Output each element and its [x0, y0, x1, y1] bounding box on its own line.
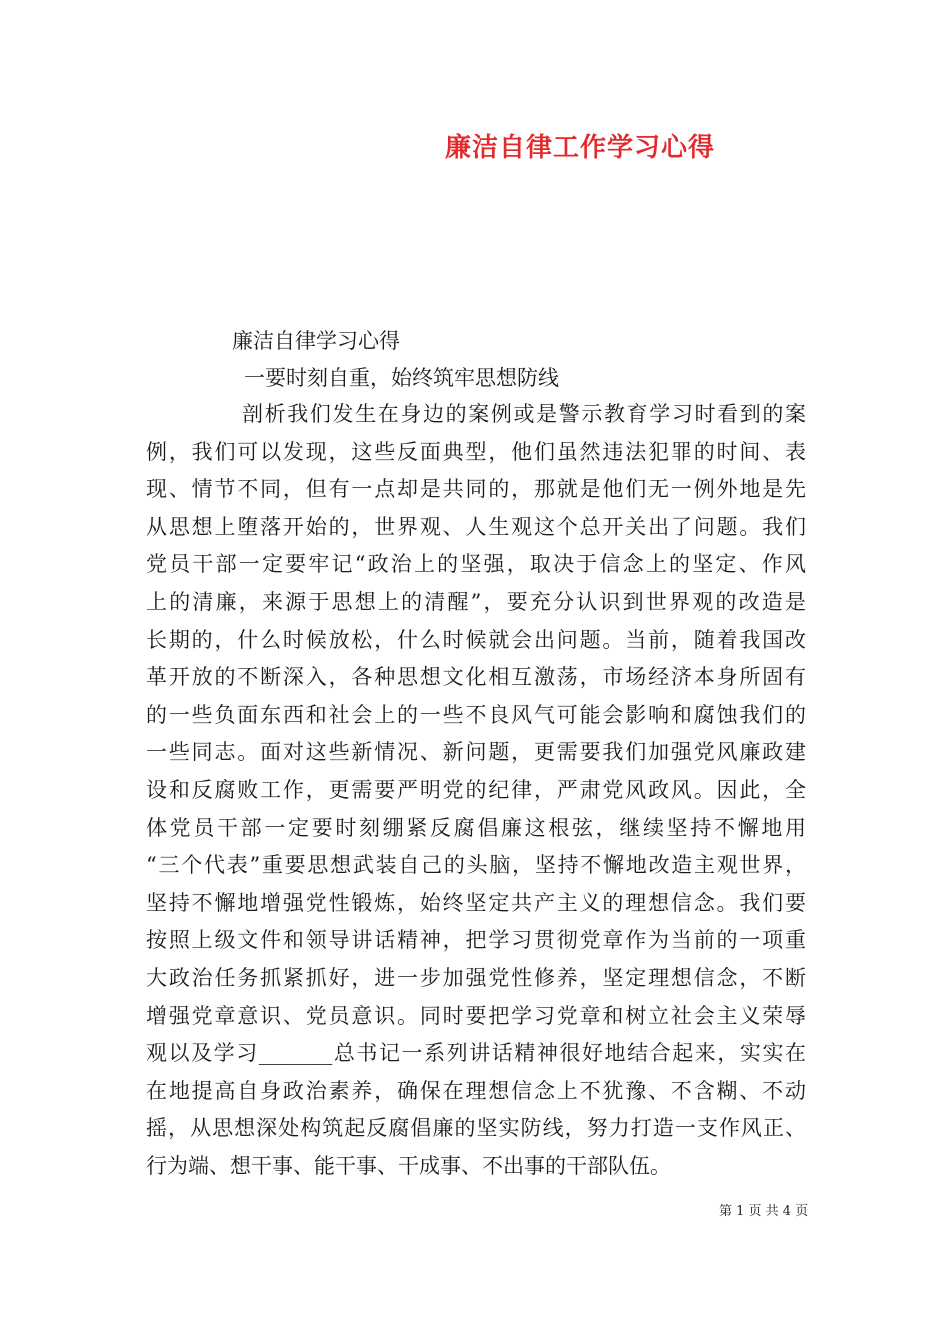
- paragraph-line: 摇，从思想深处构筑起反腐倡廉的坚实防线，努力打造一支作风正、: [146, 1116, 806, 1141]
- paragraph-line: 行为端、想干事、能干事、干成事、不出事的干部队伍。: [146, 1153, 671, 1178]
- paragraph-line: 的一些负面东西和社会上的一些不良风气可能会影响和腐蚀我们的: [146, 702, 806, 727]
- section-heading: 一要时刻自重，始终筑牢思想防线: [244, 366, 559, 390]
- paragraph-line: 革开放的不断深入，各种思想文化相互激荡，市场经济本身所固有: [146, 665, 806, 690]
- paragraph-line: 一些同志。面对这些新情况、新问题，更需要我们加强党风廉政建: [146, 740, 806, 765]
- paragraph-line: 坚持不懈地增强党性锻炼，始终坚定共产主义的理想信念。我们要: [146, 890, 806, 915]
- paragraph-line: 从思想上堕落开始的，世界观、人生观这个总开关出了问题。我们: [146, 514, 806, 539]
- paragraph-line: 在地提高自身政治素养，确保在理想信念上不犹豫、不含糊、不动: [146, 1078, 806, 1103]
- body-paragraph: [146, 396, 806, 1185]
- paragraph-line: 观以及学习_______总书记一系列讲话精神很好地结合起来，实实在: [146, 1041, 806, 1066]
- paragraph-line: 长期的，什么时候放松，什么时候就会出问题。当前，随着我国改: [146, 627, 806, 652]
- paragraph-line: 按照上级文件和领导讲话精神，把学习贯彻党章作为当前的一项重: [146, 928, 806, 953]
- page-number: 第 1 页 共 4 页: [719, 1204, 809, 1219]
- paragraph-line: 增强党章意识、党员意识。同时要把学习党章和树立社会主义荣辱: [146, 1003, 806, 1028]
- document-title: 廉洁自律工作学习心得: [444, 133, 715, 163]
- paragraph-line: 例，我们可以发现，这些反面典型，他们虽然违法犯罪的时间、表: [146, 439, 806, 464]
- paragraph-line: 体党员干部一定要时刻绷紧反腐倡廉这根弦，继续坚持不懈地用: [146, 815, 806, 840]
- paragraph-line: 剖析我们发生在身边的案例或是警示教育学习时看到的案: [242, 402, 806, 426]
- paragraph-line: 上的清廉，来源于思想上的清醒”，要充分认识到世界观的改造是: [146, 589, 806, 614]
- paragraph-line: 党员干部一定要牢记“政治上的坚强，取决于信念上的坚定、作风: [146, 552, 806, 577]
- paragraph-line: “三个代表”重要思想武装自己的头脑，坚持不懈地改造主观世界，: [146, 853, 806, 878]
- subtitle: 廉洁自律学习心得: [232, 329, 400, 353]
- paragraph-line: 设和反腐败工作，更需要严明党的纪律，严肃党风政风。因此，全: [146, 777, 806, 802]
- paragraph-line: 大政治任务抓紧抓好，进一步加强党性修养，坚定理想信念，不断: [146, 965, 806, 990]
- paragraph-line: 现、情节不同，但有一点却是共同的，那就是他们无一例外地是先: [146, 477, 806, 502]
